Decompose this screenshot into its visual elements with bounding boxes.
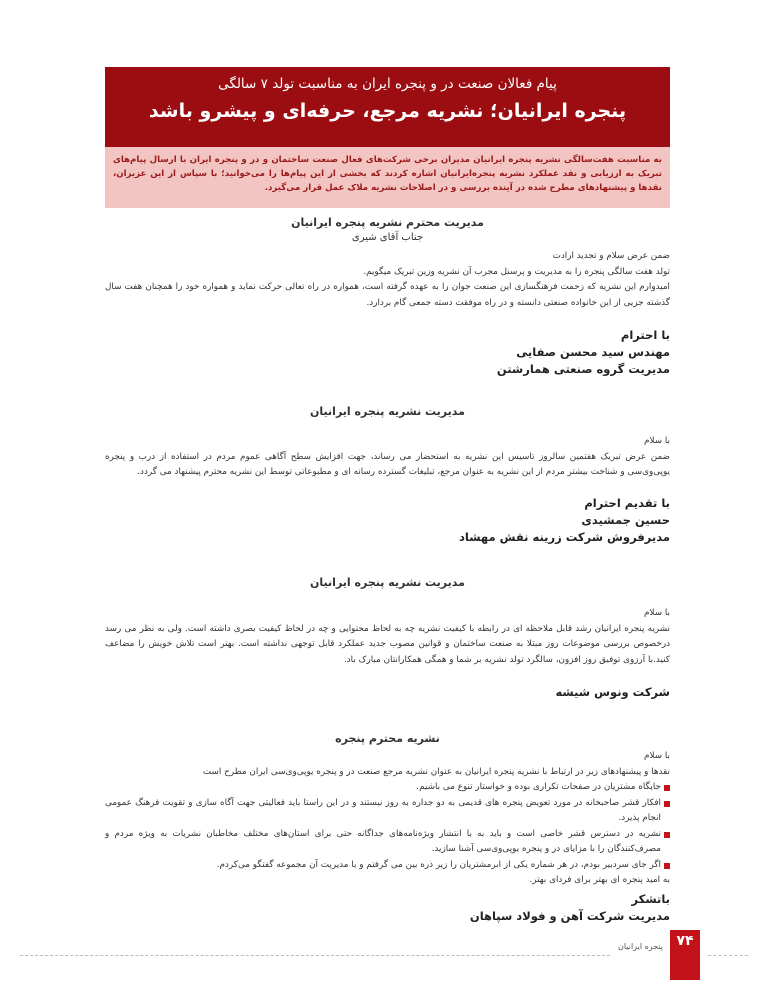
section-title: مدیریت محترم نشریه پنجره ایرانیان — [291, 216, 484, 229]
section-title: مدیریت نشریه پنجره ایرانیان — [310, 576, 465, 589]
footer-publication-name: پنجره ایرانیان — [618, 942, 663, 951]
signature-block — [105, 684, 670, 701]
signature-line: شرکت ونوس شیشه — [555, 685, 670, 699]
signature-line: حسین جمشیدی — [581, 512, 670, 527]
page-number: ۷۴ — [670, 930, 700, 980]
letter-section-4 — [105, 732, 670, 925]
section-title: نشریه محترم پنجره — [335, 732, 440, 745]
section-title: مدیریت نشریه پنجره ایرانیان — [310, 405, 465, 418]
signature-line: باتشکر — [631, 891, 670, 906]
header-subtitle: پیام فعالان صنعت در و پنجره ایران به مناسبت تولد ۷ سالگی — [218, 76, 557, 92]
paragraph: امیدوارم این نشریه که زحمت فرهنگسازی این صنعت جوان را به عهده گرفته است، همواره در راه تعالی حرکت نماید و همواره خود را همچنان هفت سال گذشته جزیی از این خانواده صنعتی دانسته و در راه موفقت دسته جمعی گام بردارد. — [105, 282, 670, 308]
signature-line: با احترام — [620, 328, 670, 342]
signature-line: مدیریت شرکت آهن و فولاد سپاهان — [469, 908, 670, 923]
bullet-item: نشریه در دسترس قشر خاصی است و باید به با انتشار ویژه‌نامه‌های جداگانه حتی برای استان‌های مختلف مخاطبان نشریات به ویژه مردم و مصرف‌کنندگان را با مزایای در و پنجره یوپی‌وی‌سی آشنا سازید. — [105, 827, 670, 858]
signature-block — [105, 327, 670, 378]
letter-section-2 — [105, 405, 670, 546]
paragraph: تولد هفت سالگی پنجره را به مدیریت و پرسنل مجرب آن نشریه وزین تبریک میگویم. — [363, 266, 670, 277]
paragraph: نقدها و پیشنهادهای زیر در ارتباط با نشریه پنجره ایرانیان به عنوان نشریه مرجع صنعت در و پنجره یوپی‌وی‌سی ایران مطرح است — [202, 766, 670, 777]
dotted-divider — [192, 562, 577, 570]
paragraph: با سلام — [644, 751, 670, 761]
letter-section-3 — [105, 576, 670, 701]
closing-line: به امید پنجره ای بهتر برای فردای بهتر. — [529, 875, 670, 885]
paragraph: با سلام — [644, 608, 670, 618]
header-title: پنجره ایرانیان؛ نشریه مرجع، حرفه‌ای و پیشرو باشد — [148, 100, 627, 122]
article-header — [105, 67, 670, 147]
signature-block — [105, 495, 670, 546]
footer-rule-right — [708, 955, 748, 956]
paragraph: نشریه پنجره ایرانیان رشد قابل ملاحظه ای در رابطه با کیفیت نشریه چه به لحاظ محتوایی و چه در لحاظ کیفیت بصری داشته است. ولی به نظر می رسد درخصوص بررسی موضوعات روز مبتلا به صنعت ساختمان و قوانین مصوب جدید عملکرد قابل توجهی نداشته است. بهتر است تلاش خویش را مضاعف کنید.با آرزوی توفیق روز افزون، سالگرد تولد نشریه بر شما و همگی همکارانتان مبارک باد. — [105, 623, 670, 665]
footer-rule — [20, 955, 610, 956]
dotted-divider — [192, 391, 577, 399]
section-subtitle: جناب آقای شیری — [351, 232, 424, 243]
signature-block — [105, 891, 670, 925]
signature-line: با تقدیم احترام — [584, 495, 670, 510]
bullet-item: اگر جای سردبیر بودم، در هر شماره یکی از ابرمشتریان را زیر ذره بین می گرفتم و با مدیریت آن مجموعه گفتگو می‌کردم. — [105, 858, 670, 874]
bullet-item: جایگاه مشتریان در صفحات تکراری بوده و خواستار تنوع می باشیم. — [105, 780, 670, 796]
bullet-item: افکار قشر صاحبخانه در مورد تعویض پنجره های قدیمی به دو جداره به روز نیستند و در این راستا باید فعالیتی جهت آگاه سازی و تقویت فرهنگ عمومی انجام پذیرد. — [105, 796, 670, 827]
intro-box: به مناسبت هفت‌سالگی نشریه پنجره ایرانیان مدیران برخی شرکت‌های فعال صنعت ساختمان و در و پنجره ایران با ارسال پیام‌های تبریک به ارزیابی و نقد عملکرد نشریه پنجره‌ایرانیان اشاره کردند که بخشی از این پیام‌ها را می‌خوانید؛ با سپاس از این عزیزان، نقدها و پیشنهادهای مطرح شده در آینده بررسی و در اصلاحات نشریه ملاک عمل قرار می‌گیرد. — [105, 147, 670, 208]
signature-line: مهندس سید محسن صفایی — [516, 345, 670, 359]
signature-line: مدیریت گروه صنعتی همارشتن — [496, 362, 670, 376]
paragraph: ضمن عرض تبریک هفتمین سالروز تاسیس این نشریه به استحضار می رساند، جهت افزایش سطح آگاهی عموم مردم در استفاده از درب و پنجره یوپی‌وی‌سی و شناخت بیشتر مردم از این نشریه به عنوان مرجع، تبلیغات گسترده رسانه ای و مطبوعاتی توسط این نشریه محترم پیشنهاد می گردد. — [105, 451, 670, 477]
paragraph: با سلام — [644, 436, 670, 446]
signature-line: مدیرفروش شرکت زرینه نقش مهشاد — [459, 529, 670, 544]
letter-section-1 — [105, 216, 670, 378]
dotted-divider — [192, 714, 577, 722]
paragraph: ضمن عرض سلام و تجدید ارادت — [552, 251, 670, 261]
